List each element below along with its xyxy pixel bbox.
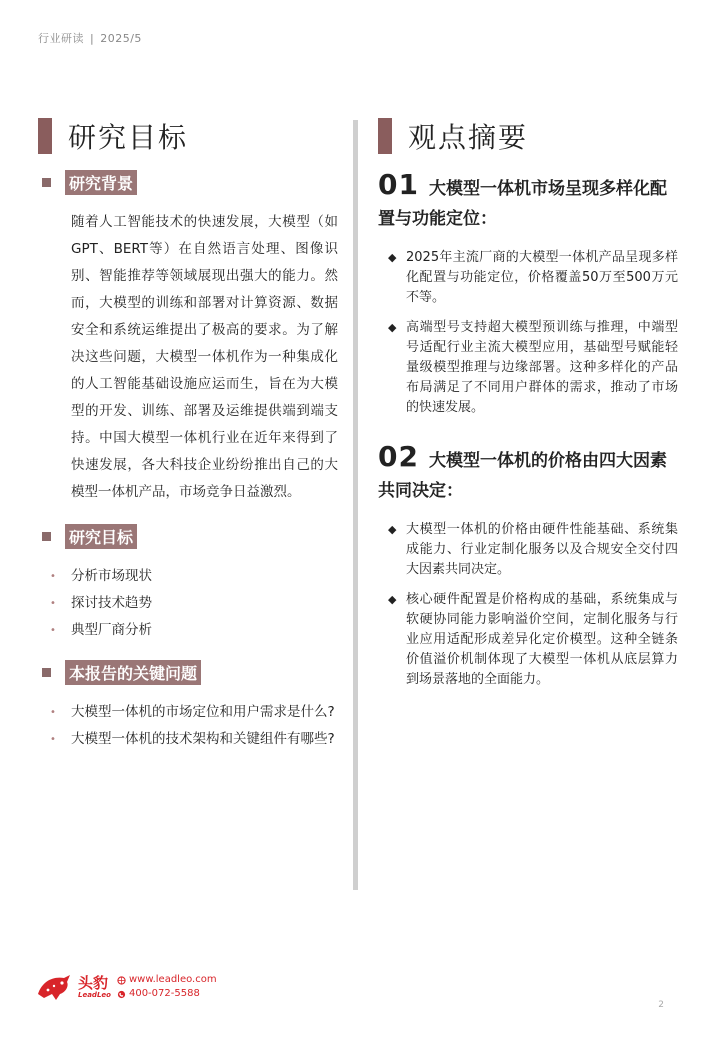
diamond-bullet-icon: ◆ [388, 593, 397, 606]
contact-info [117, 973, 217, 1001]
globe-icon [117, 976, 126, 985]
point-list [378, 248, 678, 418]
subheading-key-questions [42, 660, 338, 685]
section-title: 观点摘要 [408, 121, 529, 154]
dot-bullet-icon: • [50, 707, 56, 718]
header [38, 30, 142, 46]
subheading-background [42, 170, 338, 195]
list-item: • 大模型一体机的市场定位和用户需求是什么? [38, 699, 338, 726]
right-column [378, 118, 678, 700]
brand-name-cn: 头豹 [78, 974, 109, 992]
phone-number: 400-072-5588 [128, 988, 200, 999]
point-heading-text: 大模型一体机市场呈现多样化配置与功能定位： [378, 179, 667, 229]
header-separator: | [90, 32, 95, 45]
dot-bullet-icon: • [50, 571, 56, 582]
goals-list [38, 563, 338, 644]
diamond-bullet-icon: ◆ [388, 251, 397, 264]
page-number: 2 [658, 1000, 664, 1010]
dot-bullet-icon: • [50, 734, 56, 745]
background-paragraph: 随着人工智能技术的快速发展，大模型（如GPT、BERT等）在自然语言处理、图像识别、智能推荐等领域展现出强大的能力。然而，大模型的训练和部署对计算资源、数据安全和系统运维提出了极高的要求。为了解决这些问题，大模型一体机作为一种集成化的人工智能基础设施应运而生，旨在为大模型的开发、训练、部署及运维提供端到端支持。中国大模型一体机行业在近年来得到了快速发展，各大科技企业纷纷推出自己的大模型一体机产品，市场竞争日益激烈。 [71, 214, 338, 500]
square-bullet-icon [42, 532, 51, 541]
section-bar [38, 118, 52, 154]
brand-name-en: LeadLeo [78, 991, 111, 999]
subheading-label: 研究目标 [65, 524, 137, 549]
dot-bullet-icon: • [50, 598, 56, 609]
subheading-goals [42, 524, 338, 549]
footer-brand [36, 972, 217, 1002]
subheading-label: 本报告的关键问题 [65, 660, 201, 685]
brand-name [78, 975, 111, 999]
section-title: 研究目标 [68, 121, 189, 154]
square-bullet-icon [42, 668, 51, 677]
leopard-logo-icon [36, 972, 72, 1002]
point-number: 01 [378, 168, 419, 201]
section-heading-summary [378, 118, 678, 154]
diamond-bullet-icon: ◆ [388, 321, 397, 334]
point-list [378, 520, 678, 690]
questions-list [38, 699, 338, 753]
list-item: • 大模型一体机的技术架构和关键组件有哪些? [38, 726, 338, 753]
subheading-label: 研究背景 [65, 170, 137, 195]
website-link[interactable]: www.leadleo.com [128, 974, 217, 985]
point-number: 02 [378, 440, 419, 473]
list-item: ◆ 核心硬件配置是价格构成的基础，系统集成与软硬协同能力影响溢价空间，定制化服务与行业应用适配形成差异化定价模型。这种全链条价值溢价机制体现了大模型一体机从底层算力到场景落地的全面能力。 [388, 592, 678, 687]
point-heading [378, 170, 678, 234]
header-date: 2025/5 [100, 32, 142, 45]
diamond-bullet-icon: ◆ [388, 523, 397, 536]
phone-icon [117, 990, 126, 999]
list-item: • 分析市场现状 [38, 563, 338, 590]
list-item: • 典型厂商分析 [38, 617, 338, 644]
section-heading-research-goals [38, 118, 338, 154]
list-item: ◆ 大模型一体机的价格由硬件性能基础、系统集成能力、行业定制化服务以及合规安全交付四大因素共同决定。 [388, 522, 678, 577]
point-heading-text: 大模型一体机的价格由四大因素共同决定： [378, 451, 667, 501]
section-bar [378, 118, 392, 154]
list-item: • 探讨技术趋势 [38, 590, 338, 617]
dot-bullet-icon: • [50, 625, 56, 636]
square-bullet-icon [42, 178, 51, 187]
point-heading [378, 442, 678, 506]
list-item: ◆ 高端型号支持超大模型预训练与推理，中端型号适配行业主流大模型应用，基础型号赋能轻量级模型推理与边缘部署。这种多样化的产品布局满足了不同用户群体的需求，推动了市场的快速发展。 [388, 320, 678, 415]
list-item: ◆ 2025年主流厂商的大模型一体机产品呈现多样化配置与功能定位，价格覆盖50万至500万元不等。 [388, 250, 678, 305]
column-divider [353, 120, 358, 890]
header-category: 行业研读 [38, 32, 84, 45]
left-column [38, 118, 338, 769]
summary-point-01 [378, 170, 678, 418]
summary-point-02 [378, 442, 678, 690]
